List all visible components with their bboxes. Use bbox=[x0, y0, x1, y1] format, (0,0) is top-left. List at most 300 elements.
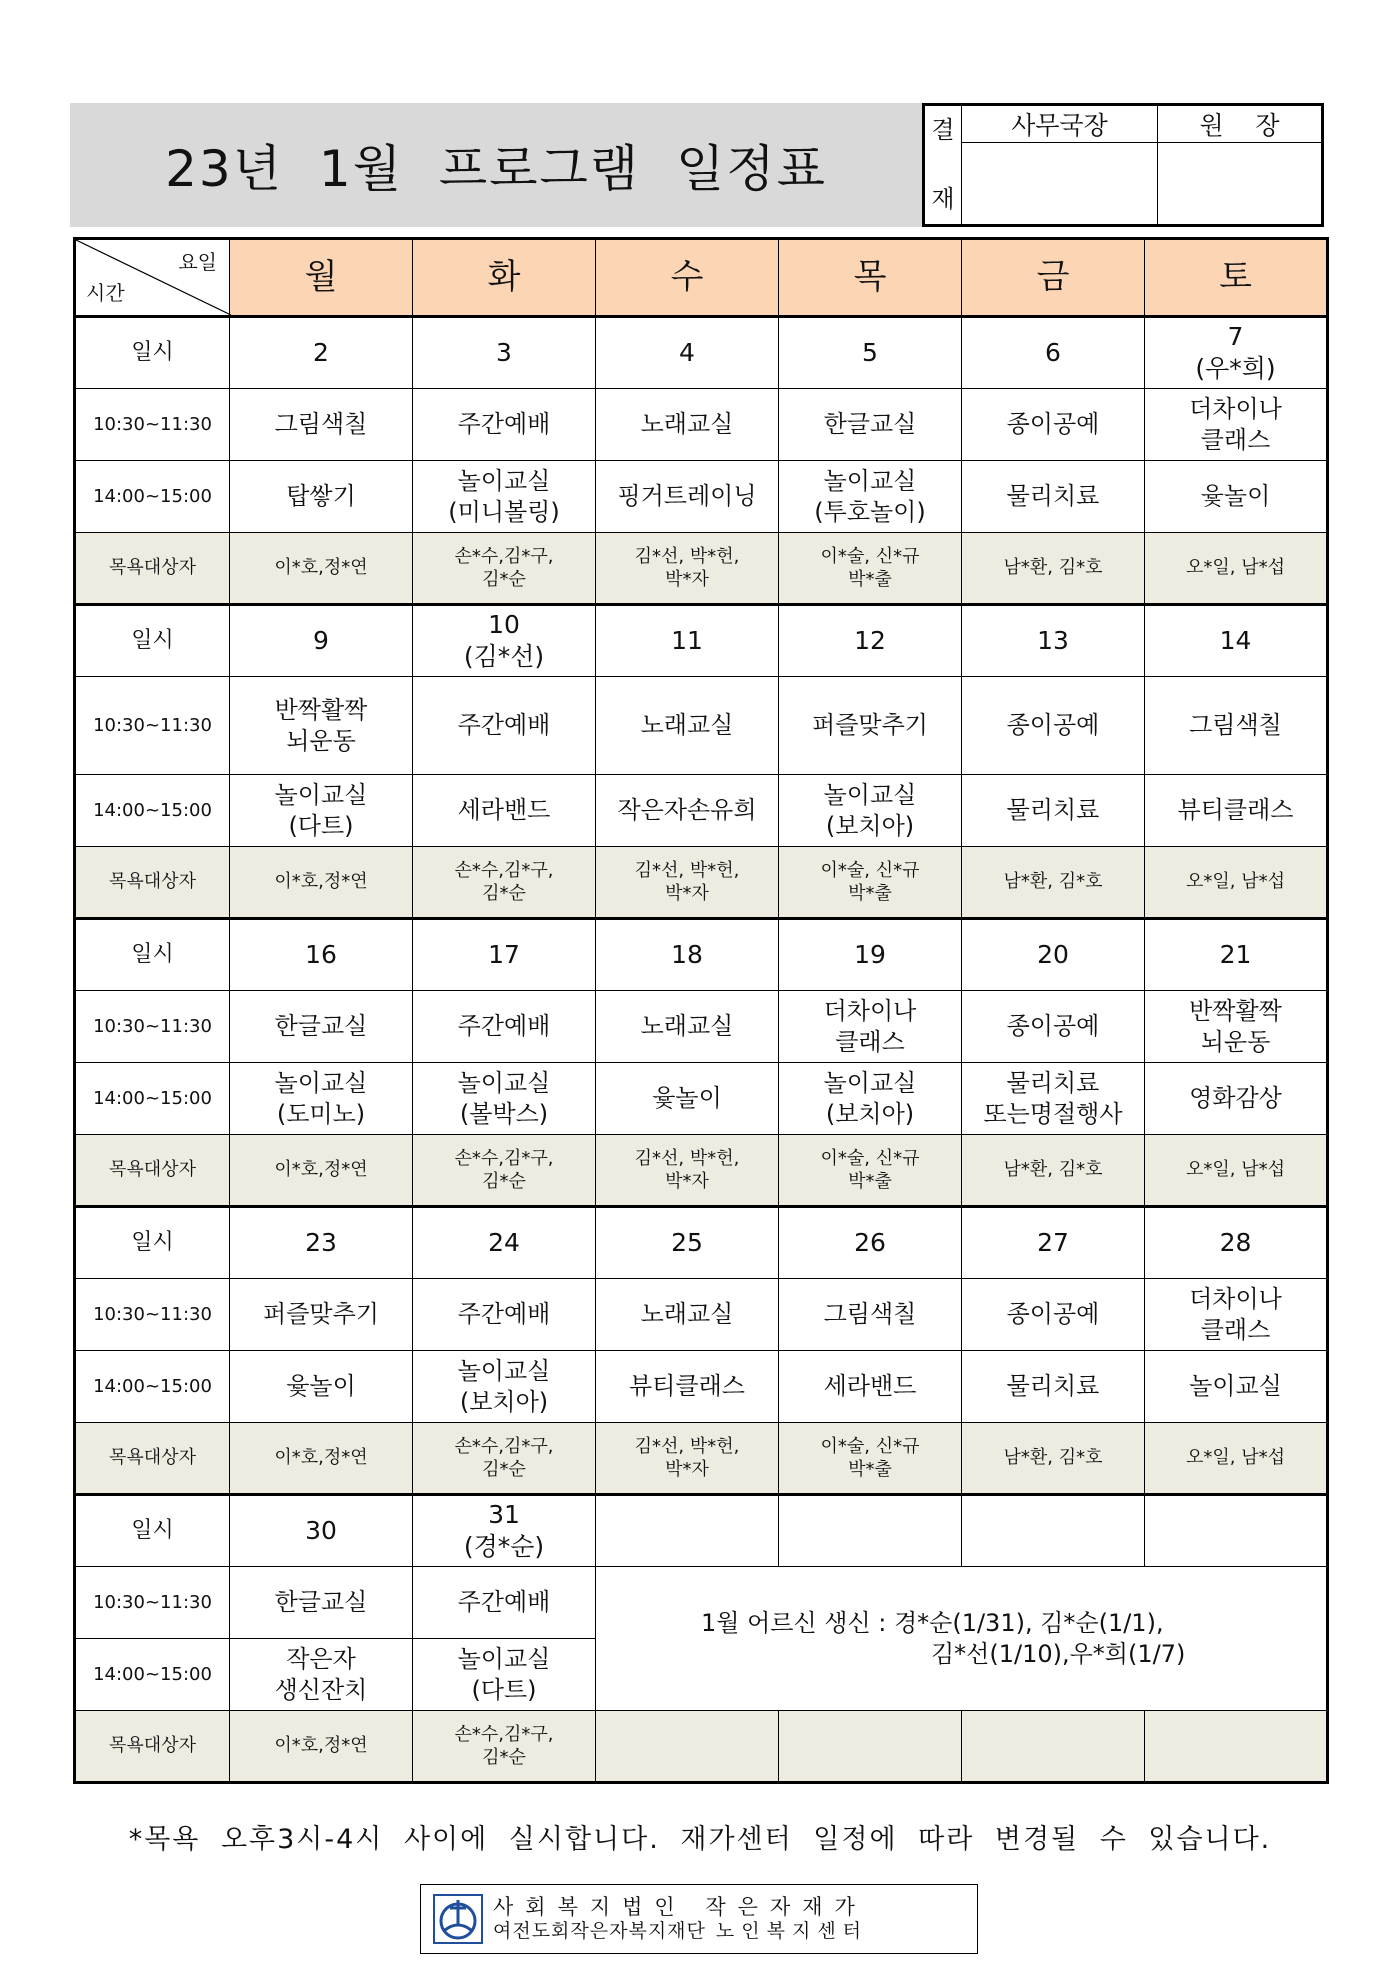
morning-cell-thu-line: 그림색칠 bbox=[823, 1300, 917, 1329]
row-label-date bbox=[75, 1207, 230, 1279]
date-cell-tue-line: 31 bbox=[488, 1500, 520, 1529]
afternoon-cell-fri-line: 물리치료 bbox=[1006, 1068, 1100, 1097]
page-title: 23년 1월 프로그램 일정표 bbox=[165, 140, 827, 198]
morning-cell-mon-line: 반짝활짝 bbox=[274, 695, 368, 724]
morning-cell-thu-line: 퍼즐맞추기 bbox=[812, 711, 928, 740]
morning-row bbox=[75, 1567, 1328, 1639]
date-cell-fri bbox=[962, 317, 1145, 389]
morning-cell-sat-line: 클래스 bbox=[1200, 1315, 1271, 1344]
bath-cell-thu bbox=[779, 533, 962, 605]
morning-cell-sat-line: 클래스 bbox=[1200, 425, 1271, 454]
date-cell-fri-line: 6 bbox=[1045, 338, 1061, 367]
date-row bbox=[75, 605, 1328, 677]
date-cell-thu-line: 26 bbox=[854, 1228, 886, 1257]
morning-cell-thu-line: 더차이나 bbox=[823, 996, 917, 1025]
date-cell-thu bbox=[779, 919, 962, 991]
row-label-morning bbox=[75, 677, 230, 775]
afternoon-cell-thu-line: 놀이교실 bbox=[823, 466, 917, 495]
afternoon-cell-tue-line: 세라밴드 bbox=[457, 796, 551, 825]
date-cell-thu-line: 19 bbox=[854, 940, 886, 969]
row-label-date bbox=[75, 1495, 230, 1567]
date-row bbox=[75, 317, 1328, 389]
date-cell-mon bbox=[230, 317, 413, 389]
bath-cell-sat-line: 오*일, 남*섭 bbox=[1186, 1447, 1285, 1469]
morning-cell-sat bbox=[1145, 991, 1328, 1063]
bath-cell-tue-line: 김*순 bbox=[482, 1747, 526, 1768]
bath-row bbox=[75, 1135, 1328, 1207]
morning-cell-tue-line: 주간예배 bbox=[457, 1012, 551, 1041]
bath-cell-mon bbox=[230, 1423, 413, 1495]
date-cell-sat-line: 28 bbox=[1219, 1228, 1252, 1257]
date-row bbox=[75, 1495, 1328, 1567]
date-cell-tue bbox=[413, 605, 596, 677]
morning-cell-thu bbox=[779, 1279, 962, 1351]
row-label-bath bbox=[75, 1711, 230, 1783]
afternoon-cell-tue-line: (미니볼링) bbox=[448, 497, 560, 526]
organization-name-line1: 사회복지법인 작은자재가 bbox=[493, 1895, 867, 1919]
afternoon-cell-mon-line: 작은자 bbox=[286, 1644, 356, 1673]
date-cell-mon-line: 30 bbox=[305, 1516, 337, 1545]
row-label-bath-line: 목욕대상자 bbox=[109, 1735, 196, 1757]
afternoon-cell-mon-line: 탑쌓기 bbox=[286, 482, 356, 511]
bath-cell-wed-line: 김*선, 박*헌, bbox=[634, 545, 740, 567]
bath-row bbox=[75, 533, 1328, 605]
row-label-morning bbox=[75, 389, 230, 461]
bath-cell-thu-line: 이*술, 신*규 bbox=[820, 1147, 920, 1169]
bath-cell-tue bbox=[413, 1423, 596, 1495]
afternoon-cell-sat bbox=[1145, 1351, 1328, 1423]
morning-cell-tue-line: 주간예배 bbox=[457, 410, 551, 439]
date-cell-tue-line: 24 bbox=[488, 1228, 520, 1257]
morning-cell-wed-line: 노래교실 bbox=[640, 711, 734, 740]
row-label-bath bbox=[75, 847, 230, 919]
afternoon-cell-sat bbox=[1145, 461, 1328, 533]
bath-cell-fri bbox=[962, 1135, 1145, 1207]
approval-label-top: 결 bbox=[931, 116, 955, 145]
date-cell-fri-line: 20 bbox=[1037, 940, 1069, 969]
date-cell-wed bbox=[596, 1207, 779, 1279]
morning-cell-thu-line: 한글교실 bbox=[823, 410, 917, 439]
afternoon-cell-mon bbox=[230, 1063, 413, 1135]
morning-cell-mon-line: 그림색칠 bbox=[274, 410, 368, 439]
afternoon-cell-wed bbox=[596, 775, 779, 847]
date-cell-tue bbox=[413, 1495, 596, 1567]
date-cell-empty bbox=[962, 1495, 1145, 1567]
organization-center: 노인복지센터 bbox=[715, 1920, 869, 1943]
morning-cell-mon bbox=[230, 389, 413, 461]
morning-cell-sat bbox=[1145, 677, 1328, 775]
date-cell-thu bbox=[779, 1207, 962, 1279]
afternoon-cell-fri bbox=[962, 1063, 1145, 1135]
bath-cell-mon-line: 이*호,정*연 bbox=[274, 1447, 368, 1469]
date-cell-tue bbox=[413, 919, 596, 991]
date-cell-tue-line: (김*선) bbox=[463, 642, 545, 671]
row-label-date-line: 일시 bbox=[131, 627, 174, 653]
row-label-afternoon bbox=[75, 1063, 230, 1135]
bath-cell-thu-line: 박*출 bbox=[848, 883, 892, 904]
afternoon-cell-wed-line: 윷놀이 bbox=[652, 1084, 722, 1113]
bath-cell-sat bbox=[1145, 847, 1328, 919]
bath-cell-mon bbox=[230, 533, 413, 605]
header-row bbox=[75, 239, 1328, 317]
afternoon-cell-wed bbox=[596, 461, 779, 533]
afternoon-cell-mon bbox=[230, 461, 413, 533]
morning-cell-fri-line: 종이공예 bbox=[1006, 711, 1100, 740]
date-cell-mon bbox=[230, 605, 413, 677]
afternoon-cell-thu-line: 놀이교실 bbox=[823, 780, 917, 809]
row-label-morning bbox=[75, 1567, 230, 1639]
bath-cell-tue-line: 손*수,김*구, bbox=[454, 1147, 554, 1169]
morning-cell-fri bbox=[962, 1279, 1145, 1351]
afternoon-cell-fri-line: 물리치료 bbox=[1006, 796, 1100, 825]
bath-cell-tue bbox=[413, 847, 596, 919]
date-cell-thu bbox=[779, 605, 962, 677]
row-label-morning-line: 10:30~11:30 bbox=[93, 1591, 212, 1613]
date-cell-empty bbox=[596, 1495, 779, 1567]
bath-cell-fri bbox=[962, 533, 1145, 605]
afternoon-cell-sat-line: 놀이교실 bbox=[1189, 1372, 1282, 1401]
date-cell-sat bbox=[1145, 317, 1328, 389]
corner-time-label: 시간 bbox=[86, 281, 125, 306]
corner-cell bbox=[75, 239, 230, 317]
morning-cell-mon bbox=[230, 677, 413, 775]
bath-cell-thu bbox=[779, 1423, 962, 1495]
bath-cell-tue-line: 손*수,김*구, bbox=[454, 859, 554, 881]
day-header-wed: 수 bbox=[596, 239, 779, 317]
afternoon-cell-mon-line: 생신잔치 bbox=[274, 1675, 368, 1704]
row-label-morning-line: 10:30~11:30 bbox=[93, 1303, 212, 1325]
bath-row bbox=[75, 847, 1328, 919]
afternoon-cell-thu bbox=[779, 775, 962, 847]
morning-cell-sat-line: 반짝활짝 bbox=[1189, 996, 1282, 1025]
afternoon-cell-tue-line: 놀이교실 bbox=[457, 1068, 551, 1097]
afternoon-cell-tue-line: (다트) bbox=[471, 1675, 537, 1704]
approval-sign-director bbox=[1158, 143, 1323, 226]
date-cell-fri bbox=[962, 605, 1145, 677]
morning-row bbox=[75, 1279, 1328, 1351]
approval-label bbox=[924, 105, 962, 226]
morning-cell-sat bbox=[1145, 389, 1328, 461]
row-label-afternoon-line: 14:00~15:00 bbox=[93, 799, 212, 821]
date-cell-tue-line: (경*순) bbox=[463, 1532, 545, 1561]
bath-cell-mon-line: 이*호,정*연 bbox=[274, 1159, 368, 1181]
organization-logo-box bbox=[420, 1884, 978, 1954]
afternoon-cell-thu bbox=[779, 1063, 962, 1135]
date-cell-mon bbox=[230, 1207, 413, 1279]
bath-cell-thu-line: 이*술, 신*규 bbox=[820, 859, 920, 881]
bath-cell-tue bbox=[413, 1135, 596, 1207]
bath-cell-tue-line: 손*수,김*구, bbox=[454, 1723, 554, 1745]
bath-cell-wed-line: 박*자 bbox=[665, 883, 709, 904]
morning-cell-mon-line: 퍼즐맞추기 bbox=[263, 1300, 379, 1329]
row-label-afternoon-line: 14:00~15:00 bbox=[93, 1087, 212, 1109]
organization-name bbox=[493, 1894, 868, 1944]
bath-cell-thu-line: 박*출 bbox=[848, 569, 892, 590]
morning-cell-fri-line: 종이공예 bbox=[1006, 1300, 1100, 1329]
morning-row bbox=[75, 991, 1328, 1063]
afternoon-cell-fri bbox=[962, 775, 1145, 847]
row-label-bath bbox=[75, 533, 230, 605]
row-label-bath-line: 목욕대상자 bbox=[109, 557, 196, 579]
morning-cell-tue bbox=[413, 991, 596, 1063]
morning-cell-mon bbox=[230, 1279, 413, 1351]
organization-logo-icon bbox=[433, 1894, 483, 1944]
morning-cell-fri-line: 종이공예 bbox=[1006, 410, 1100, 439]
date-cell-fri bbox=[962, 1207, 1145, 1279]
morning-row bbox=[75, 389, 1328, 461]
afternoon-cell-thu-line: (보치아) bbox=[825, 1099, 915, 1128]
bath-row bbox=[75, 1423, 1328, 1495]
row-label-afternoon bbox=[75, 1351, 230, 1423]
birthday-line-1: 1월 어르신 생신 : 경*순(1/31), 김*순(1/1), bbox=[701, 1608, 1164, 1637]
bath-cell-wed-line: 김*선, 박*헌, bbox=[634, 859, 740, 881]
schedule-table bbox=[73, 237, 1329, 1784]
afternoon-cell-tue-line: (볼박스) bbox=[459, 1099, 549, 1128]
afternoon-cell-fri-line: 물리치료 bbox=[1006, 1372, 1100, 1401]
morning-cell-tue bbox=[413, 677, 596, 775]
approval-col-secretary: 사무국장 bbox=[962, 105, 1158, 143]
bath-cell-tue bbox=[413, 1711, 596, 1783]
bath-cell-wed bbox=[596, 1423, 779, 1495]
row-label-morning-line: 10:30~11:30 bbox=[93, 714, 212, 736]
morning-cell-wed bbox=[596, 677, 779, 775]
date-cell-sat bbox=[1145, 1207, 1328, 1279]
morning-cell-tue-line: 주간예배 bbox=[457, 711, 551, 740]
morning-cell-wed bbox=[596, 991, 779, 1063]
bath-cell-wed-line: 김*선, 박*헌, bbox=[634, 1147, 740, 1169]
bath-cell-thu-line: 이*술, 신*규 bbox=[820, 1435, 920, 1457]
morning-cell-thu-line: 클래스 bbox=[835, 1027, 905, 1056]
day-header-thu: 목 bbox=[779, 239, 962, 317]
afternoon-cell-wed-line: 작은자손유희 bbox=[617, 796, 757, 825]
day-header-tue: 화 bbox=[413, 239, 596, 317]
date-cell-tue-line: 17 bbox=[488, 940, 520, 969]
afternoon-cell-sat bbox=[1145, 775, 1328, 847]
bath-cell-mon-line: 이*호,정*연 bbox=[274, 557, 368, 579]
bath-cell-empty bbox=[962, 1711, 1145, 1783]
row-label-afternoon bbox=[75, 1639, 230, 1711]
bath-cell-thu bbox=[779, 1135, 962, 1207]
bath-cell-wed bbox=[596, 847, 779, 919]
title-banner bbox=[70, 103, 922, 227]
bath-cell-wed-line: 박*자 bbox=[665, 569, 709, 590]
row-label-bath-line: 목욕대상자 bbox=[109, 1447, 196, 1469]
afternoon-cell-mon-line: 윷놀이 bbox=[286, 1372, 356, 1401]
afternoon-cell-wed-line: 핑거트레이닝 bbox=[617, 482, 757, 511]
date-cell-thu-line: 5 bbox=[862, 338, 878, 367]
row-label-afternoon-line: 14:00~15:00 bbox=[93, 1375, 212, 1397]
date-cell-mon bbox=[230, 1495, 413, 1567]
date-cell-thu-line: 12 bbox=[854, 626, 886, 655]
morning-cell-wed bbox=[596, 389, 779, 461]
afternoon-cell-wed bbox=[596, 1351, 779, 1423]
afternoon-cell-sat bbox=[1145, 1063, 1328, 1135]
bath-cell-thu bbox=[779, 847, 962, 919]
bath-cell-wed-line: 박*자 bbox=[665, 1459, 709, 1480]
bath-cell-sat bbox=[1145, 533, 1328, 605]
day-header-sat: 토 bbox=[1145, 239, 1328, 317]
row-label-date bbox=[75, 605, 230, 677]
morning-cell-sat-line: 더차이나 bbox=[1189, 394, 1282, 423]
afternoon-cell-tue bbox=[413, 775, 596, 847]
row-label-afternoon-line: 14:00~15:00 bbox=[93, 485, 212, 507]
bath-cell-mon bbox=[230, 847, 413, 919]
date-cell-tue bbox=[413, 1207, 596, 1279]
morning-cell-fri bbox=[962, 677, 1145, 775]
afternoon-cell-thu-line: (투호놀이) bbox=[814, 497, 926, 526]
bath-cell-empty bbox=[596, 1711, 779, 1783]
date-cell-empty bbox=[1145, 1495, 1328, 1567]
date-cell-empty bbox=[779, 1495, 962, 1567]
date-cell-wed-line: 25 bbox=[671, 1228, 703, 1257]
row-label-morning-line: 10:30~11:30 bbox=[93, 413, 212, 435]
afternoon-cell-thu bbox=[779, 1351, 962, 1423]
date-cell-fri-line: 27 bbox=[1037, 1228, 1069, 1257]
approval-box bbox=[922, 103, 1324, 227]
morning-cell-mon-line: 한글교실 bbox=[274, 1588, 368, 1617]
bath-cell-tue-line: 김*순 bbox=[482, 883, 526, 904]
afternoon-cell-tue bbox=[413, 461, 596, 533]
birthday-notice bbox=[596, 1567, 1328, 1711]
bath-cell-empty bbox=[779, 1711, 962, 1783]
afternoon-cell-mon-line: 놀이교실 bbox=[274, 780, 368, 809]
morning-row bbox=[75, 677, 1328, 775]
row-label-date bbox=[75, 919, 230, 991]
afternoon-cell-fri-line: 또는명절행사 bbox=[983, 1099, 1123, 1128]
bath-cell-mon-line: 이*호,정*연 bbox=[274, 871, 368, 893]
morning-cell-wed-line: 노래교실 bbox=[640, 1300, 734, 1329]
morning-cell-thu bbox=[779, 991, 962, 1063]
afternoon-cell-mon bbox=[230, 1639, 413, 1711]
date-cell-tue-line: 3 bbox=[496, 338, 512, 367]
morning-cell-fri bbox=[962, 389, 1145, 461]
date-cell-wed bbox=[596, 605, 779, 677]
row-label-bath bbox=[75, 1135, 230, 1207]
row-label-morning bbox=[75, 991, 230, 1063]
morning-cell-tue bbox=[413, 1279, 596, 1351]
afternoon-cell-mon bbox=[230, 775, 413, 847]
row-label-bath-line: 목욕대상자 bbox=[109, 871, 196, 893]
date-cell-thu bbox=[779, 317, 962, 389]
morning-cell-wed-line: 노래교실 bbox=[640, 1012, 734, 1041]
birthday-line-2: 김*선(1/10),우*희(1/7) bbox=[931, 1639, 1186, 1668]
bath-cell-mon bbox=[230, 1711, 413, 1783]
row-label-morning bbox=[75, 1279, 230, 1351]
date-cell-fri bbox=[962, 919, 1145, 991]
afternoon-cell-mon-line: 놀이교실 bbox=[274, 1068, 368, 1097]
date-cell-sat bbox=[1145, 605, 1328, 677]
afternoon-cell-mon bbox=[230, 1351, 413, 1423]
bath-cell-wed-line: 김*선, 박*헌, bbox=[634, 1435, 740, 1457]
row-label-bath bbox=[75, 1423, 230, 1495]
date-cell-wed bbox=[596, 317, 779, 389]
bath-cell-tue-line: 김*순 bbox=[482, 1171, 526, 1192]
afternoon-cell-fri bbox=[962, 1351, 1145, 1423]
date-cell-sat-line: 7 bbox=[1227, 322, 1244, 351]
afternoon-cell-wed-line: 뷰티클래스 bbox=[629, 1372, 745, 1401]
afternoon-cell-tue bbox=[413, 1351, 596, 1423]
date-cell-sat-line: 21 bbox=[1219, 940, 1252, 969]
afternoon-cell-thu-line: 놀이교실 bbox=[823, 1068, 917, 1097]
bath-cell-sat-line: 오*일, 남*섭 bbox=[1186, 1159, 1285, 1181]
bath-cell-tue-line: 김*순 bbox=[482, 1459, 526, 1480]
morning-cell-tue-line: 주간예배 bbox=[457, 1588, 551, 1617]
date-cell-wed-line: 4 bbox=[679, 338, 695, 367]
row-label-afternoon-line: 14:00~15:00 bbox=[93, 1663, 212, 1685]
day-header-mon: 월 bbox=[230, 239, 413, 317]
bath-cell-wed bbox=[596, 533, 779, 605]
bath-cell-sat bbox=[1145, 1135, 1328, 1207]
morning-cell-fri bbox=[962, 991, 1145, 1063]
morning-cell-sat bbox=[1145, 1279, 1328, 1351]
row-label-bath-line: 목욕대상자 bbox=[109, 1159, 196, 1181]
morning-cell-sat-line: 그림색칠 bbox=[1189, 711, 1282, 740]
bath-cell-thu-line: 박*출 bbox=[848, 1459, 892, 1480]
bath-cell-fri bbox=[962, 1423, 1145, 1495]
date-cell-mon-line: 9 bbox=[313, 626, 329, 655]
approval-col-director: 원 장 bbox=[1158, 105, 1323, 143]
bath-cell-thu-line: 박*출 bbox=[848, 1171, 892, 1192]
date-cell-mon-line: 23 bbox=[305, 1228, 337, 1257]
afternoon-cell-tue bbox=[413, 1063, 596, 1135]
afternoon-row bbox=[75, 461, 1328, 533]
bath-cell-mon-line: 이*호,정*연 bbox=[274, 1735, 368, 1757]
morning-cell-mon bbox=[230, 991, 413, 1063]
afternoon-cell-wed bbox=[596, 1063, 779, 1135]
date-cell-wed-line: 18 bbox=[671, 940, 703, 969]
date-cell-wed-line: 11 bbox=[671, 626, 703, 655]
morning-cell-fri-line: 종이공예 bbox=[1006, 1012, 1100, 1041]
day-header-fri: 금 bbox=[962, 239, 1145, 317]
morning-cell-thu bbox=[779, 389, 962, 461]
afternoon-cell-thu-line: 세라밴드 bbox=[823, 1372, 917, 1401]
morning-cell-sat-line: 더차이나 bbox=[1189, 1284, 1282, 1313]
afternoon-cell-thu bbox=[779, 461, 962, 533]
bath-cell-tue bbox=[413, 533, 596, 605]
morning-cell-wed-line: 노래교실 bbox=[640, 410, 734, 439]
afternoon-cell-tue-line: (보치아) bbox=[459, 1387, 549, 1416]
row-label-date bbox=[75, 317, 230, 389]
row-label-date-line: 일시 bbox=[131, 339, 174, 365]
date-cell-mon-line: 16 bbox=[305, 940, 337, 969]
afternoon-cell-sat-line: 영화감상 bbox=[1189, 1084, 1282, 1113]
row-label-morning-line: 10:30~11:30 bbox=[93, 1015, 212, 1037]
afternoon-cell-thu-line: (보치아) bbox=[825, 811, 915, 840]
afternoon-row bbox=[75, 1351, 1328, 1423]
bath-cell-fri-line: 남*환, 김*호 bbox=[1003, 1447, 1103, 1469]
row-label-date-line: 일시 bbox=[131, 941, 174, 967]
footnote: *목욕 오후3시-4시 사이에 실시합니다. 재가센터 일정에 따라 변경될 수 있습니다. bbox=[128, 1824, 1272, 1855]
bath-cell-sat-line: 오*일, 남*섭 bbox=[1186, 871, 1285, 893]
date-cell-sat-line: 14 bbox=[1219, 626, 1252, 655]
row-label-date-line: 일시 bbox=[131, 1517, 174, 1543]
afternoon-row bbox=[75, 775, 1328, 847]
afternoon-cell-tue bbox=[413, 1639, 596, 1711]
row-label-afternoon bbox=[75, 775, 230, 847]
morning-cell-tue bbox=[413, 1567, 596, 1639]
afternoon-cell-tue-line: 놀이교실 bbox=[457, 1644, 551, 1673]
afternoon-row bbox=[75, 1063, 1328, 1135]
bath-cell-empty bbox=[1145, 1711, 1328, 1783]
date-cell-sat bbox=[1145, 919, 1328, 991]
date-cell-wed bbox=[596, 919, 779, 991]
bath-cell-fri-line: 남*환, 김*호 bbox=[1003, 1159, 1103, 1181]
afternoon-cell-fri bbox=[962, 461, 1145, 533]
afternoon-cell-tue-line: 놀이교실 bbox=[457, 1356, 551, 1385]
morning-cell-tue-line: 주간예배 bbox=[457, 1300, 551, 1329]
afternoon-cell-fri-line: 물리치료 bbox=[1006, 482, 1100, 511]
afternoon-cell-mon-line: (도미노) bbox=[276, 1099, 366, 1128]
